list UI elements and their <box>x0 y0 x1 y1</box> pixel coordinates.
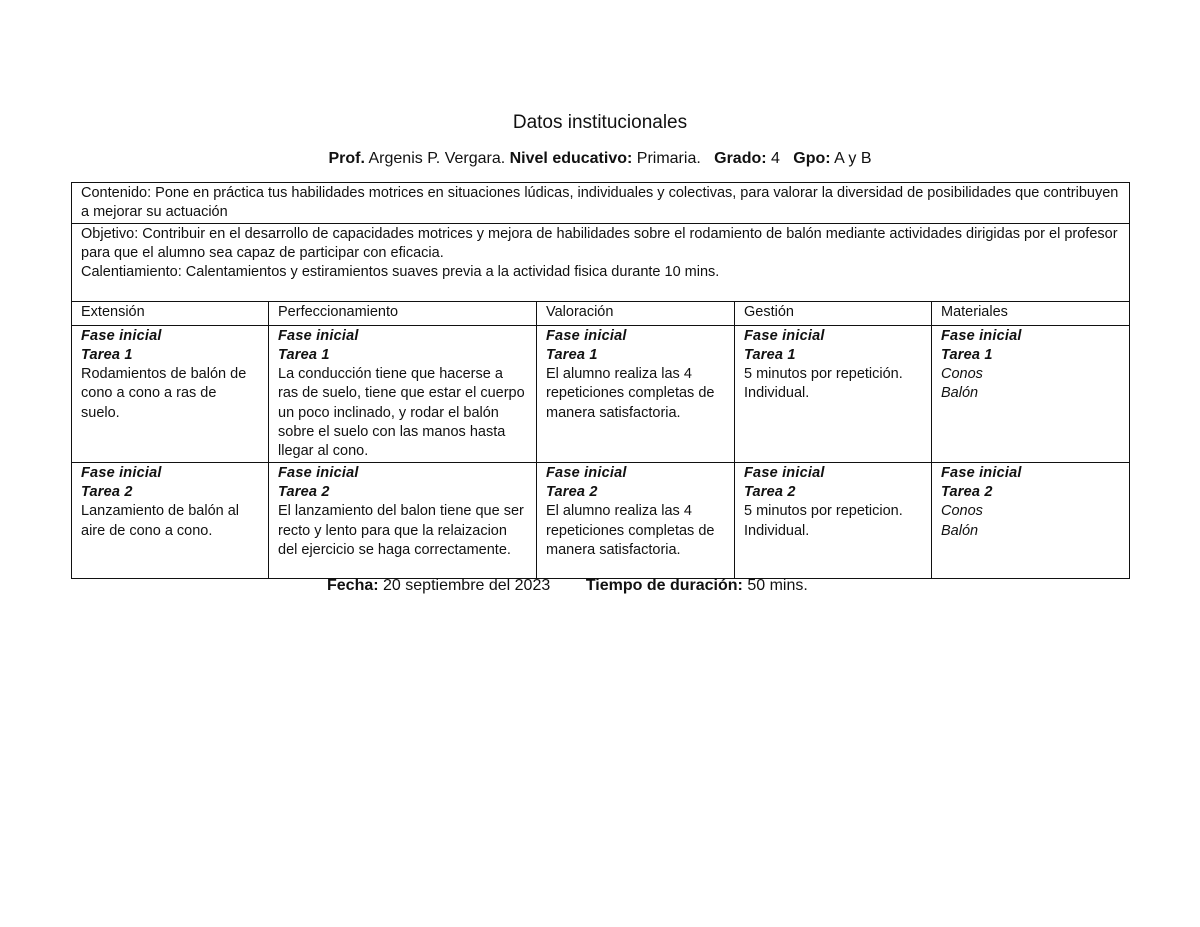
teacher-info-line <box>0 150 1200 168</box>
valoracion-text: El alumno realiza las 4 repeticiones completas de manera satisfactoria. <box>546 366 715 421</box>
phase-label: Fase inicial <box>744 327 825 344</box>
perfeccionamiento-cell <box>269 325 537 462</box>
perfeccionamiento-text: El lanzamiento del balon tiene que ser recto y lento para que la relaizacion del ejercicio se haga correctamente. <box>278 503 524 558</box>
column-header-valoracion: Valoración <box>537 301 735 325</box>
material-item: Balón <box>941 385 979 402</box>
extension-cell <box>72 462 269 578</box>
contenido-cell: Contenido: Pone en práctica tus habilidades motrices en situaciones lúdicas, individuales y colectivas, para valorar la diversidad de posibilidades que contribuyen a mejorar su actuación <box>72 183 1130 224</box>
phase-label: Fase inicial <box>546 464 627 481</box>
gestion-cell <box>735 462 932 578</box>
extension-cell <box>72 325 269 462</box>
nivel-value: Primaria. <box>632 150 715 167</box>
column-header-materiales: Materiales <box>932 301 1130 325</box>
grado-label: Grado: <box>714 150 767 167</box>
materiales-cell <box>932 325 1130 462</box>
task-label: Tarea 2 <box>81 483 133 500</box>
material-item: Balón <box>941 522 979 539</box>
extension-text: Lanzamiento de balón al aire de cono a cono. <box>81 503 240 539</box>
valoracion-cell <box>537 325 735 462</box>
phase-label: Fase inicial <box>81 327 162 344</box>
task-label: Tarea 1 <box>278 346 330 363</box>
task-label: Tarea 2 <box>546 483 598 500</box>
nivel-label: Nivel educativo: <box>509 150 633 167</box>
calentamiento-text: Calentiamiento: Calentamientos y estiramientos suaves previa a la actividad fisica durante 10 mins. <box>81 264 720 281</box>
lesson-plan-table <box>71 182 1130 579</box>
gestion-text: 5 minutos por repetición. Individual. <box>744 366 903 402</box>
footer-line <box>327 577 808 595</box>
phase-label: Fase inicial <box>941 327 1022 344</box>
material-item: Conos <box>941 503 983 520</box>
duracion-label: Tiempo de duración: <box>585 577 743 594</box>
objetivo-text: Objetivo: Contribuir en el desarrollo de capacidades motrices y mejora de habilidades sobre el rodamiento de balón mediante actividades dirigidas por el profesor para que el alumno sea capaz de participar con eficacia. <box>81 225 1118 261</box>
gpo-label: Gpo: <box>793 150 831 167</box>
fecha-value: 20 septiembre del 2023 <box>378 577 586 594</box>
phase-label: Fase inicial <box>278 327 359 344</box>
valoracion-text: El alumno realiza las 4 repeticiones completas de manera satisfactoria. <box>546 503 715 558</box>
task-label: Tarea 1 <box>744 346 796 363</box>
task-label: Tarea 1 <box>941 346 993 363</box>
prof-label: Prof. <box>328 150 365 167</box>
prof-value: Argenis P. Vergara. <box>364 150 510 167</box>
column-header-gestion: Gestión <box>735 301 932 325</box>
extension-text: Rodamientos de balón de cono a cono a ras de suelo. <box>81 366 247 421</box>
material-item: Conos <box>941 366 983 383</box>
column-header-row <box>72 301 1130 325</box>
phase-label: Fase inicial <box>278 464 359 481</box>
phase-label: Fase inicial <box>81 464 162 481</box>
task-label: Tarea 1 <box>81 346 133 363</box>
contenido-row <box>72 183 1130 224</box>
fecha-label: Fecha: <box>327 577 379 594</box>
valoracion-cell <box>537 462 735 578</box>
phase-label: Fase inicial <box>744 464 825 481</box>
objetivo-row <box>72 223 1130 301</box>
task-label: Tarea 2 <box>941 483 993 500</box>
document-title: Datos institucionales <box>512 112 688 133</box>
phase-label: Fase inicial <box>546 327 627 344</box>
gestion-text: 5 minutos por repeticion. Individual. <box>744 503 903 539</box>
column-header-perfeccionamiento: Perfeccionamiento <box>269 301 537 325</box>
table-row <box>72 462 1130 578</box>
task-label: Tarea 1 <box>546 346 598 363</box>
duracion-value: 50 mins. <box>742 577 808 594</box>
task-label: Tarea 2 <box>278 483 330 500</box>
materiales-cell <box>932 462 1130 578</box>
objetivo-cell <box>72 223 1130 301</box>
gpo-value: A y B <box>830 150 872 167</box>
perfeccionamiento-text: La conducción tiene que hacerse a ras de suelo, tiene que estar el cuerpo un poco inclinado, y rodar el balón sobre el suelo con las manos hasta llegar al cono. <box>278 366 525 460</box>
gestion-cell <box>735 325 932 462</box>
phase-label: Fase inicial <box>941 464 1022 481</box>
column-header-extension: Extensión <box>72 301 269 325</box>
task-label: Tarea 2 <box>744 483 796 500</box>
grado-value: 4 <box>766 150 794 167</box>
perfeccionamiento-cell <box>269 462 537 578</box>
table-row <box>72 325 1130 462</box>
